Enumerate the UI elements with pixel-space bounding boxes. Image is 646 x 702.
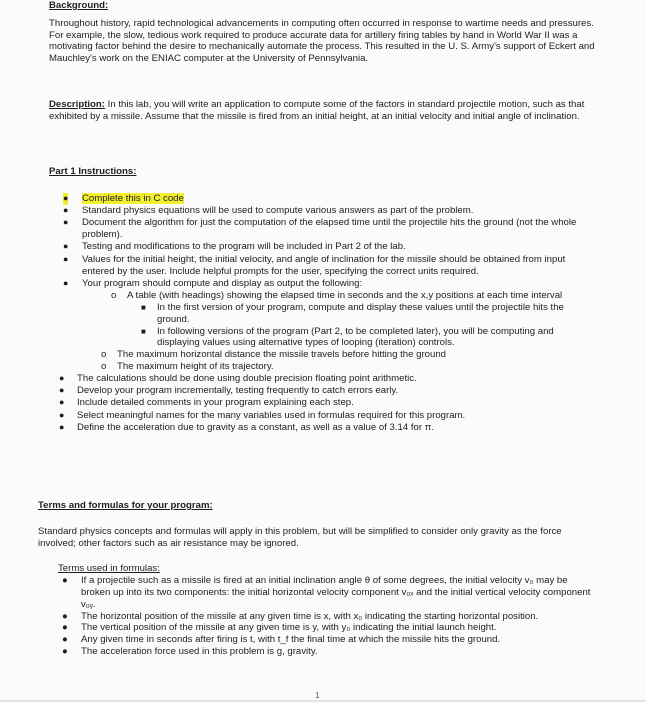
bullet-icon: ● xyxy=(59,372,65,383)
bullet-icon: ● xyxy=(63,205,69,216)
description-label: Description: xyxy=(49,99,105,110)
bullet-icon: ● xyxy=(63,277,69,288)
part1-list-after xyxy=(49,373,598,434)
bullet-icon: ● xyxy=(59,385,65,396)
bullet-icon: ● xyxy=(62,645,68,657)
list-item: ● The vertical position of the missile at any given time is y, with y₀ indicating the initial launch height. xyxy=(62,622,497,634)
page-number: 1 xyxy=(315,691,320,700)
terms-subheading: Terms used in formulas: xyxy=(58,563,160,575)
sub-sub-item: ■ In the first version of your program, compute and display these values until the projectile hits the ground. xyxy=(141,301,564,325)
list-item: ● Values for the initial height, the initial velocity, and angle of inclination for the missile should be obtained from input entered by the user. Include helpful prompts for the user, specifying the correct units required. xyxy=(63,253,566,277)
bullet-icon: ● xyxy=(62,610,68,622)
description-text: In this lab, you will write an application to compute some of the factors in standard projectile motion, such as that exhibited by a missile. Assume that the missile is fired from an initial height, at an initial velocity and initial angle of inclination. xyxy=(49,99,585,122)
circle-bullet-icon: o xyxy=(101,360,107,372)
background-heading: Background: xyxy=(49,0,109,11)
terms-section xyxy=(38,500,596,658)
list-item: ● The acceleration force used in this problem is g, gravity. xyxy=(62,645,318,657)
background-section xyxy=(49,0,598,65)
bullet-icon: ● xyxy=(63,241,69,252)
bullet-icon: ● xyxy=(59,397,65,408)
part1-list xyxy=(49,193,598,290)
list-item: ● Any given time in seconds after firing is t, with t_f the final time at which the missile hits the ground. xyxy=(62,634,501,646)
list-item: ● Document the algorithm for just the computation of the elapsed time until the projectile hits the ground (not the whole problem). xyxy=(63,217,577,241)
list-item: ● Include detailed comments in your program explaining each step. xyxy=(59,397,354,409)
list-item: ● The calculations should be done using double precision floating point arithmetic. xyxy=(59,372,417,384)
part1-section xyxy=(49,166,598,434)
sub-sub-item: ■ In following versions of the program (Part 2, to be completed later), you will be computing and displaying values using alternative types of looping (iteration) controls. xyxy=(141,325,554,349)
bullet-icon: ● xyxy=(59,409,65,420)
circle-bullet-icon: o xyxy=(111,290,117,302)
list-item: ● Your program should compute and display as output the following: xyxy=(63,277,363,289)
circle-bullet-icon: o xyxy=(101,349,107,361)
sub-item: o The maximum height of its trajectory. xyxy=(101,360,274,372)
bullet-icon: ● xyxy=(63,192,69,203)
sub-item: o The maximum horizontal distance the missile travels before hitting the ground xyxy=(101,349,447,361)
bullet-icon: ● xyxy=(63,253,69,264)
square-bullet-icon: ■ xyxy=(141,326,146,336)
list-item: ● Define the acceleration due to gravity as a constant, as well as a value of 3.14 for π. xyxy=(59,421,434,433)
bullet-icon: ● xyxy=(59,421,65,432)
bullet-icon: ● xyxy=(62,634,68,646)
list-item: ● Standard physics equations will be used to compute various answers as part of the problem. xyxy=(63,205,474,217)
sub-item-table: o A table (with headings) showing the elapsed time in seconds and the x,y positions at each time interval xyxy=(111,290,563,302)
part1-heading: Part 1 Instructions: xyxy=(49,166,137,177)
list-item: ● Select meaningful names for the many variables used in formulas required for this program. xyxy=(59,409,466,421)
terms-heading: Terms and formulas for your program: xyxy=(38,500,213,511)
description-section xyxy=(49,99,598,123)
list-item: ● Complete this in C code xyxy=(63,192,184,204)
background-paragraph: Throughout history, rapid technological advancements in computing often occurred in response to wartime needs and pressures. For example, the slow, tedious work required to produce accurate data for artillery firing tables by hand in World War II was a motivating factor behind the desire to mechanically automate the process. This resulted in the U. S. Army's support of Eckert and Mauchley's work on the ENIAC computer at the University of Pennsylvania. xyxy=(49,17,595,65)
square-bullet-icon: ■ xyxy=(141,302,146,312)
terms-list xyxy=(38,575,596,658)
bullet-icon: ● xyxy=(63,217,69,228)
list-item: ● If a projectile such as a missile is fired at an initial inclination angle θ of some degrees, the initial velocity v₀ may be broken up into its two components: the initial horizontal velocity component v₀ₓ and the initial vertical velocity component v₀ᵧ. xyxy=(62,575,591,610)
description-paragraph xyxy=(49,99,598,123)
list-item: ● Testing and modifications to the program will be included in Part 2 of the lab. xyxy=(63,241,406,253)
list-item: ● The horizontal position of the missile at any given time is x, with x₀ indicating the starting horizontal position. xyxy=(62,610,539,622)
terms-paragraph: Standard physics concepts and formulas will apply in this problem, but will be simplified to consider only gravity as the force involved; other factors such as air resistance may be ignored. xyxy=(38,525,562,549)
bullet-icon: ● xyxy=(62,622,68,634)
list-item: ● Develop your program incrementally, testing frequently to catch errors early. xyxy=(59,385,399,397)
bullet-icon: ● xyxy=(62,575,68,587)
